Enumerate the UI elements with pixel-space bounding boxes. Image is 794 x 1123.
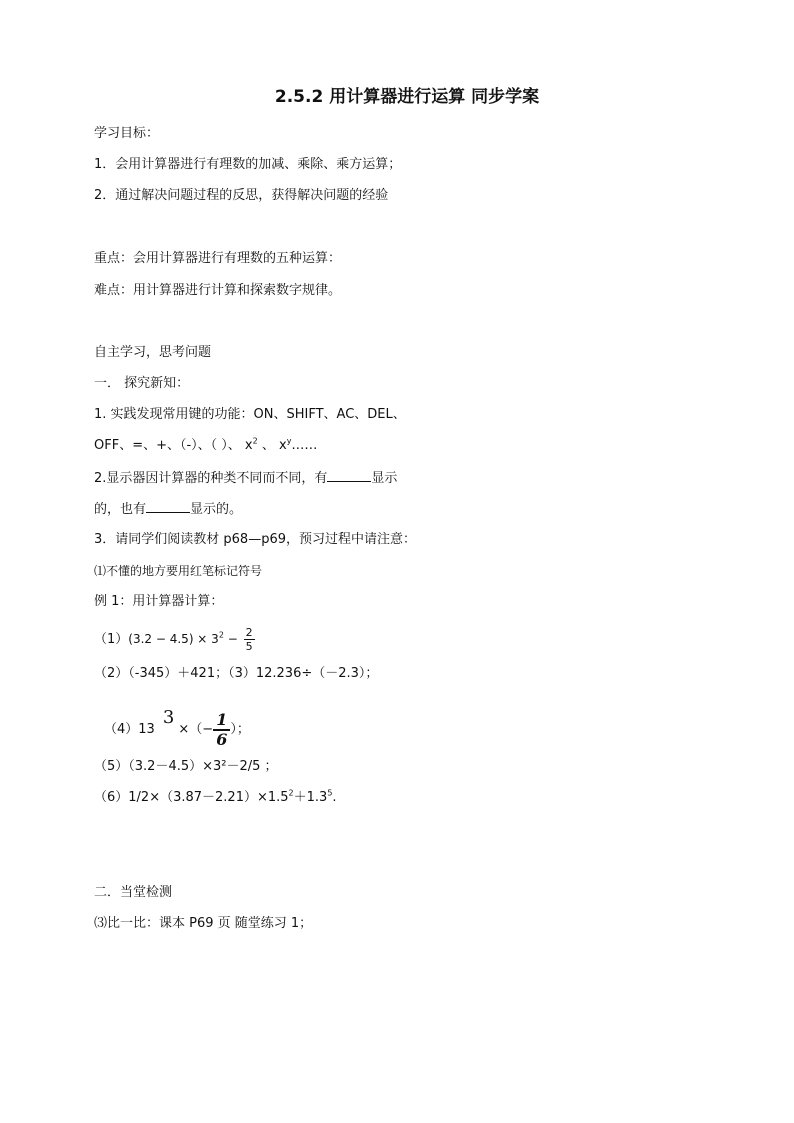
example-6-exponent-1: 2 xyxy=(288,788,294,798)
example-6-text-a: （6）1/2×（3.87－2.21）×1.5 xyxy=(94,790,289,805)
fraction-denominator: 5 xyxy=(245,640,253,653)
example-1-expression: (3.2 − 4.5) × 3 xyxy=(128,632,219,646)
example-1-label: （1） xyxy=(94,632,129,647)
example-4-exponent: 3 xyxy=(162,707,175,728)
section-2-heading: 二．当堂检测 xyxy=(94,885,173,900)
example-1-minus: − xyxy=(223,632,242,646)
q2-text-b: 显示 xyxy=(371,471,398,486)
example-1 xyxy=(94,624,255,655)
q2-text-a: 2.显示器因计算器的种类不同而不同，有 xyxy=(94,471,328,486)
example-5: （5）（3.2－4.5）×3²－2/5 ； xyxy=(94,759,278,774)
question-1-line-2 xyxy=(94,438,317,454)
fraction-numerator: 1 xyxy=(213,711,230,731)
exponent-y: y xyxy=(286,436,292,446)
section-1-heading: 一． 探究新知： xyxy=(94,376,190,391)
fraction-one-sixth xyxy=(213,711,230,749)
objectives-heading: 学习目标： xyxy=(94,126,160,141)
fill-blank-2[interactable] xyxy=(146,500,190,513)
example-6 xyxy=(94,790,337,806)
fraction-denominator: 6 xyxy=(216,729,228,749)
objective-item-2: 2．通过解决问题过程的反思，获得解决问题的经验 xyxy=(94,188,389,203)
question-2-line-1 xyxy=(94,469,397,487)
example-6-exponent-2: 5 xyxy=(327,788,333,798)
fill-blank-1[interactable] xyxy=(327,469,371,482)
ellipsis: …… xyxy=(291,438,318,453)
exponent-2: 2 xyxy=(252,436,258,446)
study-note: ⑴不懂的地方要用红笔标记符号 xyxy=(94,564,263,578)
key-list-text: OFF、=、+、（-）、（ ）、 x xyxy=(94,438,253,453)
question-1-line-1: 1. 实践发现常用键的功能：ON、SHIFT、AC、DEL、 xyxy=(94,407,406,422)
q2-text-d: 显示的。 xyxy=(190,502,243,517)
example-6-text-b: ＋1.3 xyxy=(293,790,328,805)
objective-item-1: 1．会用计算器进行有理数的加减、乘除、乘方运算； xyxy=(94,157,402,172)
difficulty: 难点：用计算器进行计算和探索数字规律。 xyxy=(94,283,342,298)
example-4-times: ×（− xyxy=(174,722,214,737)
key-point: 重点：会用计算器进行有理数的五种运算： xyxy=(94,251,342,266)
fraction-numerator: 2 xyxy=(245,626,253,639)
document-title: 2.5.2 用计算器进行运算 同步学案 xyxy=(274,87,540,107)
self-study-heading: 自主学习，思考问题 xyxy=(94,345,212,360)
example-4 xyxy=(104,698,250,750)
example-1-exponent: 2 xyxy=(218,630,224,640)
q2-text-c: 的，也有 xyxy=(94,502,147,517)
fraction-two-fifths xyxy=(244,626,255,653)
example-4-base: （4）13 xyxy=(104,722,155,737)
section-2-item: ⑶比一比：课本 P69 页 随堂练习 1； xyxy=(94,916,313,931)
example-4-close: ）； xyxy=(230,722,250,737)
example-2-3: （2）（-345）＋421；（3）12.236÷（－2.3）； xyxy=(94,666,379,681)
example-6-end: . xyxy=(332,790,337,805)
example-heading: 例 1：用计算器计算： xyxy=(94,594,224,609)
question-3: 3．请同学们阅读教材 p68—p69，预习过程中请注意： xyxy=(94,532,416,547)
question-2-line-2 xyxy=(94,500,242,518)
key-list-text-b: 、 x xyxy=(257,438,287,453)
